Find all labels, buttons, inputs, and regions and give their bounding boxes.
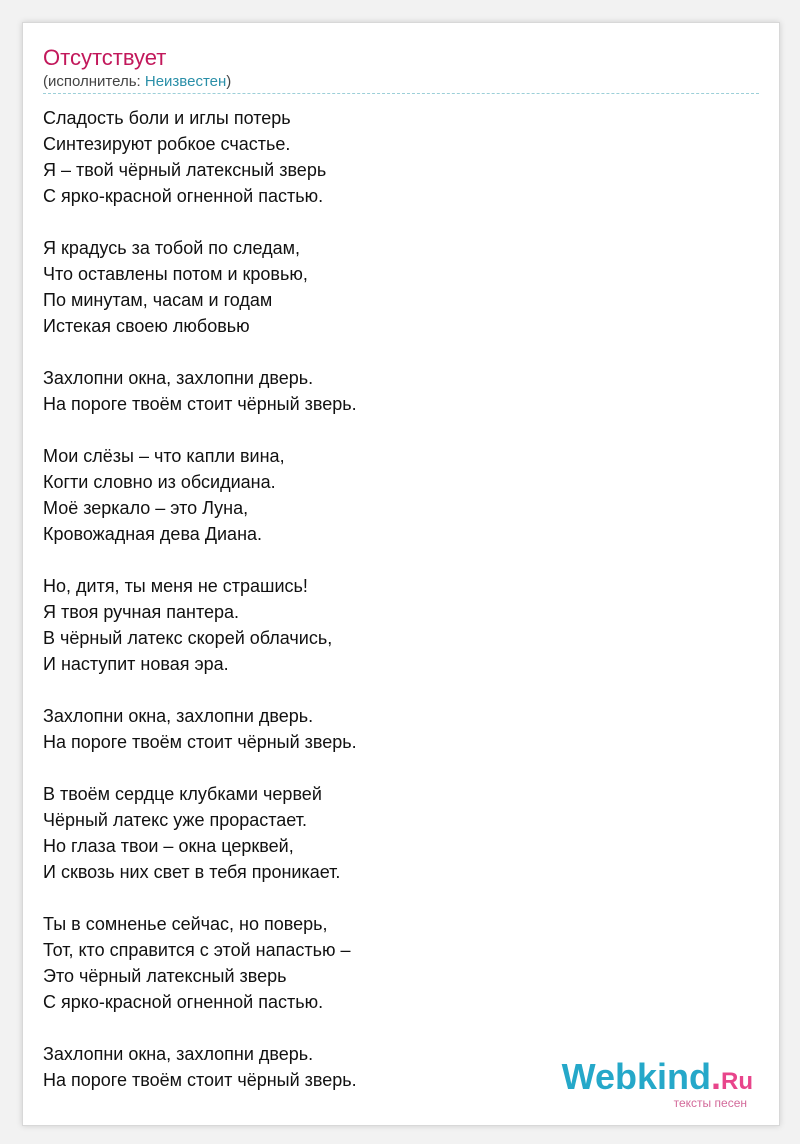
lyric-line: На пороге твоём стоит чёрный зверь.: [43, 732, 357, 752]
lyric-line: Я крадусь за тобой по следам,: [43, 238, 301, 258]
lyric-line: На пороге твоём стоит чёрный зверь.: [43, 394, 357, 414]
lyric-line: Истекая своею любовью: [43, 316, 250, 336]
logo-word: Webkind: [561, 1056, 711, 1097]
lyric-line: Синтезируют робкое счастье.: [43, 134, 291, 154]
webkind-logo[interactable]: [562, 1058, 753, 1109]
lyrics-body: [43, 105, 759, 1119]
lyric-line: Сладость боли и иглы потерь: [43, 108, 291, 128]
stanza: [43, 365, 759, 417]
stanza: [43, 235, 759, 339]
lyric-line: Мои слёзы – что капли вина,: [43, 446, 285, 466]
lyric-line: В чёрный латекс скорей облачись,: [43, 628, 333, 648]
artist-link[interactable]: Неизвестен: [144, 73, 227, 90]
header-divider: [43, 93, 759, 94]
lyric-line: Когти словно из обсидиана.: [43, 472, 276, 492]
lyric-line: Чёрный латекс уже прорастает.: [43, 810, 307, 830]
lyric-line: По минутам, часам и годам: [43, 290, 273, 310]
lyric-line: И наступит новая эра.: [43, 654, 229, 674]
stanza: [43, 703, 759, 755]
lyric-line: С ярко-красной огненной пастью.: [43, 992, 324, 1012]
lyric-line: Но, дитя, ты меня не страшись!: [43, 576, 308, 596]
logo-tld: Ru: [721, 1068, 753, 1095]
lyric-line: Тот, кто справится с этой напастью –: [43, 940, 351, 960]
lyric-line: На пороге твоём стоит чёрный зверь.: [43, 1070, 357, 1090]
lyric-line: Кровожадная дева Диана.: [43, 524, 263, 544]
artist-line: [43, 73, 231, 91]
lyric-line: Что оставлены потом и кровью,: [43, 264, 308, 284]
lyric-line: Это чёрный латексный зверь: [43, 966, 287, 986]
stanza: [43, 105, 759, 209]
lyric-line: Но глаза твои – окна церквей,: [43, 836, 294, 856]
logo-wordmark: [562, 1058, 753, 1101]
logo-subtitle: тексты песен: [673, 1096, 747, 1110]
stanza: [43, 911, 759, 1015]
lyrics-sheet: [22, 22, 780, 1126]
lyric-line: И сквозь них свет в тебя проникает.: [43, 862, 341, 882]
lyric-line: Захлопни окна, захлопни дверь.: [43, 706, 314, 726]
lyric-line: Я – твой чёрный латексный зверь: [43, 160, 327, 180]
lyric-line: Я твоя ручная пантера.: [43, 602, 240, 622]
logo-dot: .: [710, 1056, 721, 1097]
stanza: [43, 443, 759, 547]
artist-suffix: ): [226, 73, 232, 90]
lyric-line: Ты в сомненье сейчас, но поверь,: [43, 914, 328, 934]
lyric-line: Моё зеркало – это Луна,: [43, 498, 249, 518]
lyric-line: С ярко-красной огненной пастью.: [43, 186, 324, 206]
artist-prefix: (исполнитель:: [43, 73, 145, 90]
stanza: [43, 573, 759, 677]
stanza: [43, 781, 759, 885]
lyric-line: Захлопни окна, захлопни дверь.: [43, 368, 314, 388]
lyric-line: Захлопни окна, захлопни дверь.: [43, 1044, 314, 1064]
song-title: Отсутствует: [43, 45, 167, 70]
lyric-line: В твоём сердце клубками червей: [43, 784, 322, 804]
